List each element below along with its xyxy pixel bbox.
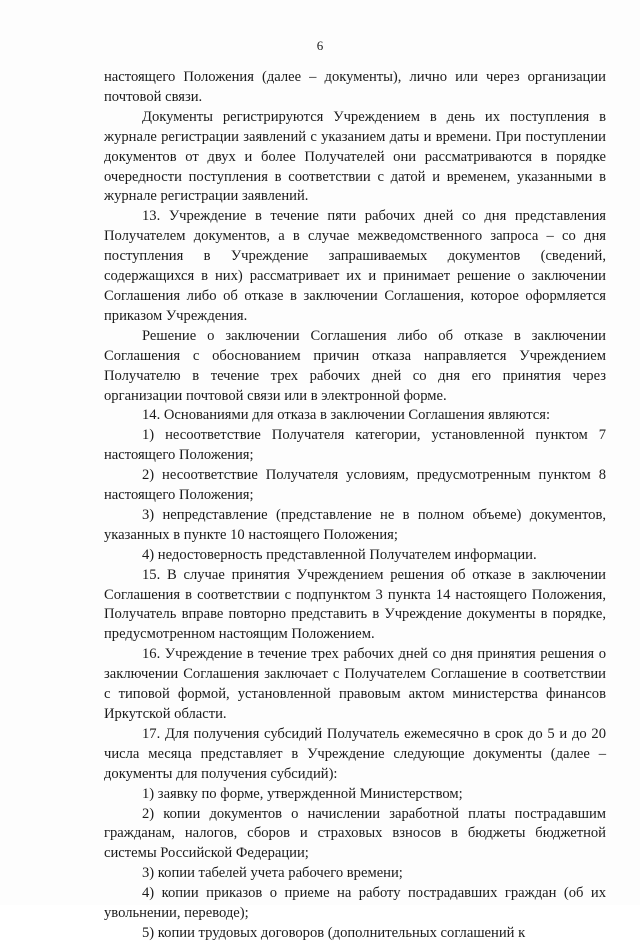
list-item: 3) копии табелей учета рабочего времени; bbox=[142, 865, 403, 882]
paragraph: 13. Учреждение в течение пяти рабочих дней со дня представления Получателем документов, а в случае межведомственного запроса – со дня поступления в Учреждение запрашиваемых документов (сведений, содержащихся в них) рассматривает их и принимает решение о заключении Соглашения либо об отказе в заключении Соглашения, которое оформляется приказом Учреждения. bbox=[104, 208, 606, 324]
paragraph: Решение о заключении Соглашения либо об отказе в заключении Соглашения с обоснованием причин отказа направляется Учреждением Получателю в течение трех рабочих дней со дня его принятия через организации почтовой связи или в электронной форме. bbox=[104, 327, 606, 404]
paragraph: 14. Основаниями для отказа в заключении Соглашения являются: bbox=[142, 407, 551, 424]
document-body bbox=[104, 68, 606, 944]
paragraph: 17. Для получения субсидий Получатель ежемесячно в срок до 5 и до 20 числа месяца представляет в Учреждение следующие документы (далее – документы для получения субсидий): bbox=[104, 725, 606, 782]
paragraph: Документы регистрируются Учреждением в день их поступления в журнале регистрации заявлений с указанием даты и времени. При поступлении документов от двух и более Получателей они рассматриваются в порядке очередности поступления в соответствии с датой и временем, указанными в журнале регистрации заявлений. bbox=[104, 108, 606, 205]
list-item: 2) несоответствие Получателя условиям, предусмотренным пунктом 8 настоящего Положения; bbox=[104, 467, 606, 504]
paragraph: 16. Учреждение в течение трех рабочих дней со дня принятия решения о заключении Соглашения заключает с Получателем Соглашение в соответствии с типовой формой, установленной правовым актом министерства финансов Иркутской области. bbox=[104, 646, 606, 722]
list-item: 3) непредставление (представление не в полном объеме) документов, указанных в пункте 10 настоящего Положения; bbox=[104, 506, 606, 543]
page-number: 6 bbox=[316, 38, 324, 53]
paragraph: настоящего Положения (далее – документы), лично или через организации почтовой связи. bbox=[104, 69, 606, 105]
list-item: 4) недостоверность представленной Получателем информации. bbox=[142, 546, 537, 563]
list-item: 5) копии трудовых договоров (дополнительных соглашений к bbox=[142, 924, 526, 941]
list-item: 4) копии приказов о приеме на работу пострадавших граждан (об их увольнении, переводе); bbox=[104, 885, 606, 922]
list-item: 2) копии документов о начислении заработной платы пострадавшим гражданам, налогов, сборов и страховых взносов в бюджеты бюджетной системы Российской Федерации; bbox=[104, 805, 606, 862]
paragraph: 15. В случае принятия Учреждением решения об отказе в заключении Соглашения в соответствии с подпунктом 3 пункта 14 настоящего Положения, Получатель вправе повторно представить в Учреждение документы в порядке, предусмотренном настоящим Положением. bbox=[104, 566, 606, 643]
list-item: 1) заявку по форме, утвержденной Министерством; bbox=[142, 785, 463, 802]
list-item: 1) несоответствие Получателя категории, установленной пунктом 7 настоящего Положения; bbox=[104, 427, 606, 464]
